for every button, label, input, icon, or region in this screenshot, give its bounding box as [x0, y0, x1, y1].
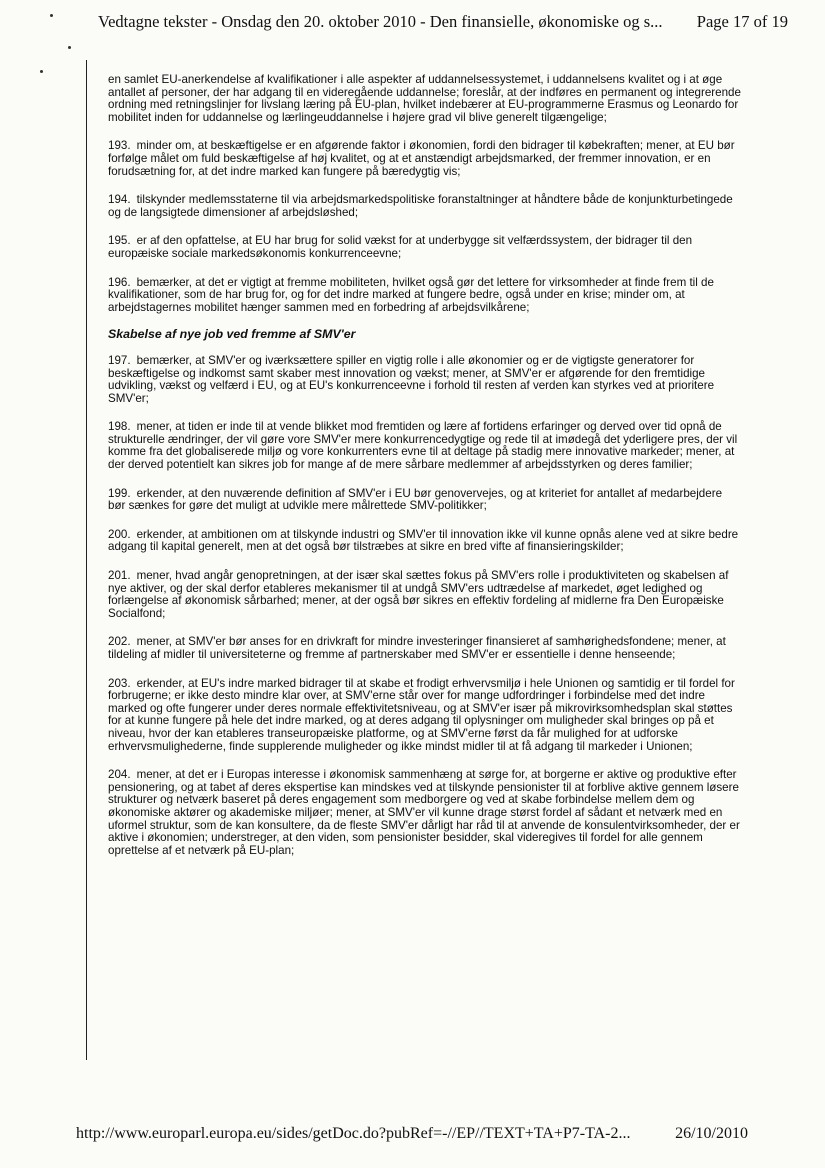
paragraph-text: mener, at SMV'er bør anses for en drivkraft for mindre investeringer finansieret af samhørighedsfondene; mener, at tildeling af midler til universiteterne og fremme af partnerskaber med SMV'er er essentielle i denne henseende;	[108, 635, 726, 661]
source-url: http://www.europarl.europa.eu/sides/getDoc.do?pubRef=-//EP//TEXT+TA+P7-TA-2...	[76, 1125, 631, 1142]
section-heading: Skabelse af nye job ved fremme af SMV'er	[108, 327, 356, 342]
paragraph-group	[108, 355, 742, 857]
paragraph-text: erkender, at ambitionen om at tilskynde industri og SMV'er til innovation ikke vil kunne opnås alene ved at sikre bedre adgang til kapital generelt, men at det også bør tilstræbes at sikre en bred vifte af finansieringskilder;	[108, 527, 739, 554]
numbered-paragraph	[108, 421, 742, 471]
numbered-paragraph	[108, 140, 742, 178]
paragraph-number: 204.	[108, 768, 131, 782]
paragraph-number: 198.	[108, 420, 131, 434]
scan-speck	[50, 14, 53, 17]
numbered-paragraph	[108, 529, 742, 554]
paragraph-text: bemærker, at det er vigtigt at fremme mobiliteten, hvilket også gør det lettere for virksomheder at finde frem til de kvalifikationer, som de har brug for, og for det indre marked at fungere bedre, også under en krise; minder om, at arbejdstagernes mobilitet hænger sammen med en forbedring af arbejdsvilkårene;	[108, 275, 714, 314]
paragraph-group	[108, 140, 742, 314]
page-footer	[76, 1125, 748, 1143]
scan-speck	[40, 70, 43, 73]
paragraph-number: 200.	[108, 527, 131, 541]
paragraph-text: bemærker, at SMV'er og iværksættere spiller en vigtig rolle i alle økonomier og er de vigtigste generatorer for beskæftigelse og indkomst samt skaber mest innovation og vækst; mener, at SMV'er er afgørende for den fremtidige udvikling, vækst og velfærd i EU, og at EU's konkurrenceevne i forhold til resten af verden kan styrkes ved at prioritere SMV'er;	[108, 353, 715, 405]
paragraph-number: 197.	[108, 353, 131, 367]
paragraph-number: 195.	[108, 234, 131, 248]
intro-paragraph: en samlet EU-anerkendelse af kvalifikationer i alle aspekter af uddannelsessystemet, i uddannelsens kvalitet og i at øge antallet af personer, der har adgang til en videregående uddannelse; foreslår, at der indføres en permanent og integrerende ordning med retningslinjer for livslang læring på EU-plan, hvilket indebærer at EU-programmerne Erasmus og Leonardo for mobilitet inden for uddannelse og lærlingeuddannelse i højere grad vil blive generelt tilgængelige;	[108, 73, 741, 124]
paragraph-text: mener, hvad angår genopretningen, at der især skal sættes fokus på SMV'ers rolle i produktiviteten og skabelsen af nye aktiver, og der skal derfor etableres mekanismer til at undgå SMV'ers udtrædelse af markedet, øget ledighed og forlængelse af økonomisk sårbarhed; mener, at der også bør sikres en effektiv fordeling af midlerne fra Den Europæiske Socialfond;	[108, 569, 729, 620]
paragraph-number: 196.	[108, 275, 131, 289]
paragraph-number: 201.	[108, 569, 131, 583]
paragraph-text: er af den opfattelse, at EU har brug for solid vækst for at underbygge sit velfærdssystem, der bidrager til den europæiske sociale markedsøkonomis konkurrenceevne;	[108, 234, 693, 260]
margin-rule	[86, 60, 87, 1060]
paragraph-text: erkender, at den nuværende definition af SMV'er i EU bør genovervejes, og at kriteriet for antallet af medarbejdere bør sænkes for gøre det muligt at udvikle mere målrettede SMV-politikker;	[108, 486, 723, 513]
page-number: Page 17 of 19	[696, 12, 788, 31]
paragraph-number: 194.	[108, 193, 131, 207]
numbered-paragraph	[108, 277, 742, 315]
print-date: 26/10/2010	[675, 1125, 748, 1142]
numbered-paragraph	[108, 636, 742, 661]
numbered-paragraph	[108, 769, 742, 857]
numbered-paragraph	[108, 488, 742, 513]
paragraph-text: minder om, at beskæftigelse er en afgørende faktor i økonomien, fordi den bidrager til købekraften; mener, at EU bør forfølge målet om fuld beskæftigelse af høj kvalitet, og at et anstændigt arbejdsmarked, der fremmer innovation, er en forudsætning for, at det indre marked kan fungere på bæredygtig vis;	[108, 139, 735, 178]
document-body	[108, 74, 742, 873]
page-header	[98, 12, 788, 32]
paragraph-text: mener, at tiden er inde til at vende blikket mod fremtiden og lære af fortidens erfaringer og derved over tid opnå de strukturelle ændringer, der vil gøre vore SMV'er mere konkurrencedygtige og rede til at imødegå det yderligere pres, der vil komme fra det globaliserede miljø og vore konkurrenters evne til at deltage på stadig mere innovative markeder; mener, at der derved potentielt kan sikres job for mange af de mere sårbare medlemmer af arbejdsstyrken og deres familier;	[108, 420, 738, 472]
paragraph-number: 193.	[108, 139, 131, 153]
numbered-paragraph	[108, 355, 742, 405]
paragraph-number: 199.	[108, 486, 131, 500]
scan-speck	[68, 46, 71, 49]
numbered-paragraph	[108, 194, 742, 219]
document-title: Vedtagne tekster - Onsdag den 20. oktober 2010 - Den finansielle, økonomiske og s...	[98, 12, 663, 31]
paragraph-number: 202.	[108, 635, 131, 649]
paragraph-text: tilskynder medlemsstaterne til via arbejdsmarkedspolitiske foranstaltninger at håndtere både de konjunkturbetingede og de langsigtede dimensioner af arbejdsløshed;	[108, 193, 733, 219]
paragraph-text: erkender, at EU's indre marked bidrager til at skabe et frodigt erhvervsmiljø i hele Unionen og samtidig er til fordel for forbrugerne; er ikke desto mindre klar over, at SMV'erne står over for mange udfordringer i forbindelse med det indre marked og ofte fungerer under deres normale effektivitetsniveau, og at SMV'er især på mikrovirksomhedsplan skal støttes for at kunne fungere på hele det indre marked, og at deres adgang til oplysninger om muligheder skal bringes op på et niveau, hvor der kan etableres transeuropæiske platforme, og at SMV'erne først da får mulighed for at udforske erhvervsmulighederne, finde supplerende muligheder og ikke mindst midler til at få adgang til markeder i Unionen;	[108, 676, 735, 753]
paragraph-text: mener, at det er i Europas interesse i økonomisk sammenhæng at sørge for, at borgerne er aktive og produktive efter pensionering, og at tabet af deres ekspertise kan mindskes ved at tilskynde pensionister til at forblive aktive gennem løsere strukturer og netværk baseret på deres engagement som medborgere og ved at skabe forbindelse mellem dem og økonomiske aktører og akademiske miljøer; mener, at SMV'er vil kunne drage størst fordel af sådant et netværk med en uformel struktur, som de kan konsultere, da de fleste SMV'er dårligt har råd til at anvende de konsulentvirksomheder, der er aktive i økonomien; understreger, at den viden, som pensionister besidder, skal videregives til fordel for alle gennem oprettelse af et netværk på EU-plan;	[108, 768, 740, 857]
paragraph-number: 203.	[108, 676, 131, 690]
numbered-paragraph	[108, 235, 742, 260]
numbered-paragraph	[108, 678, 742, 754]
numbered-paragraph	[108, 570, 742, 620]
